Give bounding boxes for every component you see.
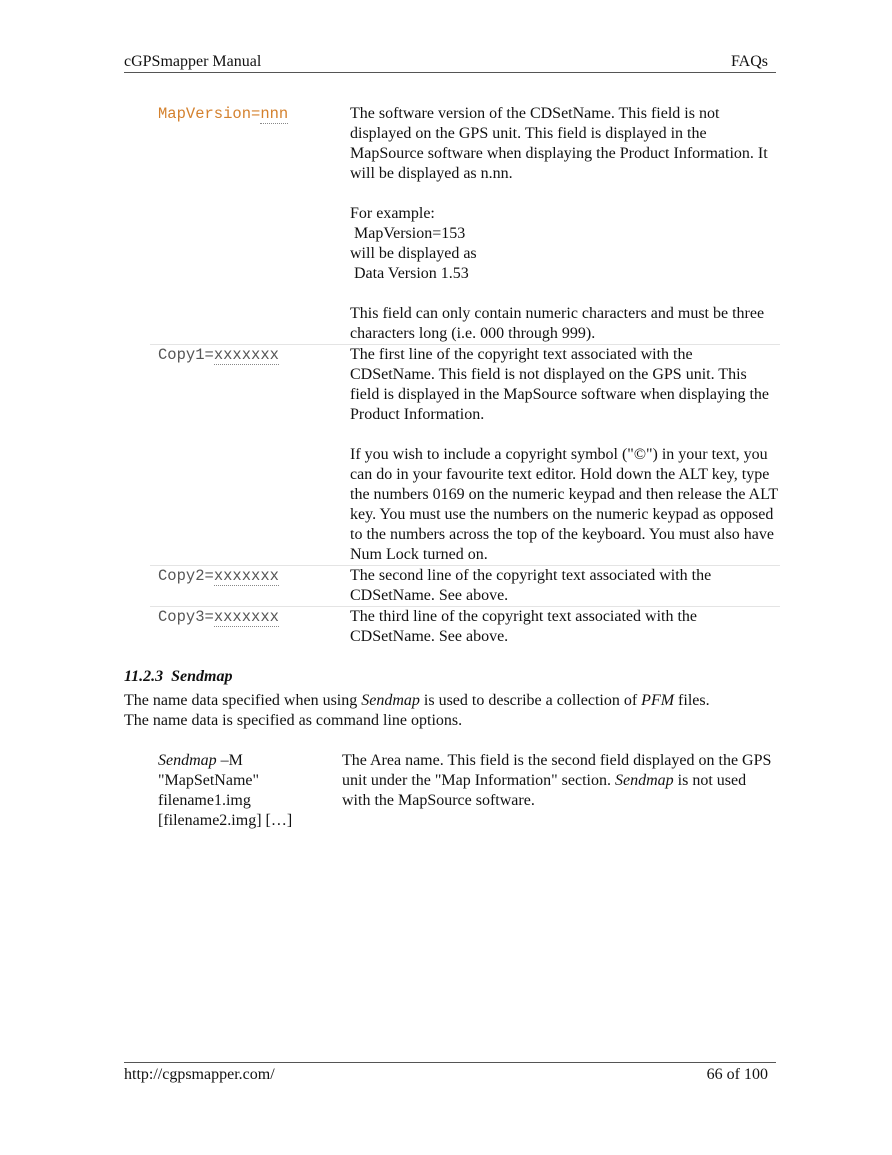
term-key: Copy1= xyxy=(158,346,214,364)
definition-term xyxy=(150,345,350,565)
sendmap-arg: "MapSetName" xyxy=(158,772,260,789)
page-number: 66 of 100 xyxy=(706,1066,768,1083)
definition-term xyxy=(150,607,350,647)
definition-term xyxy=(150,104,350,344)
section-heading xyxy=(124,667,232,687)
description-paragraph: If you wish to include a copyright symbol ("©") in your text, you can do in your favourite text editor. Hold down the ALT key, type the numbers 0169 on the numeric keypad and then release the ALT key. You must use the numbers on the numeric keypad as opposed to the numbers across the top of the keyboard. You must also have Num Lock turned on. xyxy=(350,446,778,563)
section-number: 11.2.3 xyxy=(124,668,164,685)
sendmap-description xyxy=(342,751,778,831)
sendmap-definition-row xyxy=(158,751,778,831)
header-section: FAQs xyxy=(730,53,768,70)
sendmap-desc-text: The Area name. This field is the second field displayed on the GPS unit under the "Map Information" section. xyxy=(342,752,772,789)
intro-text: files. xyxy=(674,692,710,709)
definition-row-copy2 xyxy=(150,566,780,607)
definition-description xyxy=(350,345,780,565)
intro-text: is used to describe a collection of xyxy=(419,692,642,709)
intro-emphasis: Sendmap xyxy=(361,692,420,709)
example-line: will be displayed as xyxy=(350,245,477,262)
term-value: xxxxxxx xyxy=(213,346,279,364)
sendmap-desc-emphasis: Sendmap xyxy=(615,772,674,789)
page-header xyxy=(124,52,776,73)
example-line: MapVersion=153 xyxy=(354,225,466,242)
term-value: xxxxxxx xyxy=(213,608,279,626)
page-footer xyxy=(124,1062,776,1087)
intro-line: The name data is specified as command line options. xyxy=(124,712,463,729)
header-title: cGPSmapper Manual xyxy=(124,53,262,70)
definition-description xyxy=(350,566,780,606)
intro-line xyxy=(124,691,774,711)
sendmap-command: Sendmap xyxy=(158,752,217,769)
footer-url[interactable]: http://cgpsmapper.com/ xyxy=(124,1066,275,1083)
description-paragraph: The second line of the copyright text associated with the CDSetName. See above. xyxy=(350,567,712,604)
definition-row-copy1 xyxy=(150,345,780,566)
sendmap-flag: –M xyxy=(216,752,243,769)
definition-description xyxy=(350,607,780,647)
definition-row-mapversion xyxy=(150,104,780,345)
term-key: MapVersion= xyxy=(158,105,261,123)
sendmap-arg: filename1.img xyxy=(158,792,251,809)
example-block xyxy=(350,204,780,284)
example-label: For example: xyxy=(350,205,435,222)
example-line: Data Version 1.53 xyxy=(354,265,469,282)
description-paragraph: The software version of the CDSetName. This field is not displayed on the GPS unit. This field is displayed in the MapSource software when displaying the Product Information. It will be displayed as n.nn. xyxy=(350,105,768,182)
sendmap-arg: [filename2.img] […] xyxy=(158,812,293,829)
section-title: Sendmap xyxy=(171,668,233,685)
section-intro xyxy=(124,691,774,731)
description-note: This field can only contain numeric characters and must be three characters long (i.e. 000 through 999). xyxy=(350,305,765,342)
description-paragraph: The third line of the copyright text associated with the CDSetName. See above. xyxy=(350,608,698,645)
description-paragraph: The first line of the copyright text associated with the CDSetName. This field is not displayed on the GPS unit. This field is displayed in the MapSource software when displaying the Product Information. xyxy=(350,346,770,423)
definition-term xyxy=(150,566,350,606)
definition-table xyxy=(150,104,780,647)
term-key: Copy3= xyxy=(158,608,214,626)
definition-row-copy3 xyxy=(150,607,780,647)
intro-text: The name data specified when using xyxy=(124,692,362,709)
term-value: xxxxxxx xyxy=(213,567,279,585)
sendmap-term xyxy=(158,751,342,831)
intro-emphasis: PFM xyxy=(641,692,675,709)
sendmap-desc-text: is not used with the MapSource software. xyxy=(342,772,747,809)
term-key: Copy2= xyxy=(158,567,214,585)
definition-description xyxy=(350,104,780,344)
term-value: nnn xyxy=(260,105,289,123)
